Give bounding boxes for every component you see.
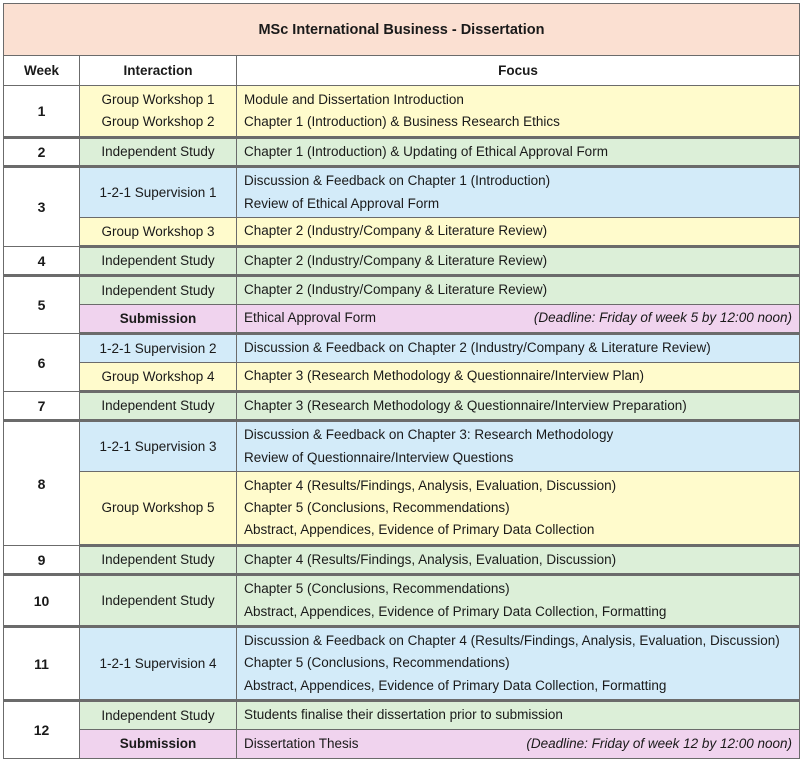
header-focus: Focus	[237, 56, 800, 86]
week-cell: 10	[4, 575, 80, 627]
interaction-cell: Group Workshop 3	[80, 218, 237, 247]
focus-cell	[237, 167, 800, 218]
focus-cell	[237, 305, 800, 334]
focus-line: Review of Questionnaire/Interview Questions	[244, 449, 514, 465]
focus-line: Chapter 4 (Results/Findings, Analysis, Evaluation, Discussion)	[244, 477, 617, 493]
week-cell: 12	[4, 701, 80, 759]
table-row	[4, 701, 800, 730]
interaction-cell: Independent Study	[80, 247, 237, 276]
interaction-cell: 1-2-1 Supervision 4	[80, 627, 237, 701]
focus-line: Module and Dissertation Introduction	[244, 91, 464, 107]
table-row	[4, 575, 800, 627]
week-cell: 3	[4, 167, 80, 247]
week-cell: 11	[4, 627, 80, 701]
interaction-cell: 1-2-1 Supervision 3	[80, 421, 237, 472]
table-row	[4, 86, 800, 138]
table-row	[4, 218, 800, 247]
header-week: Week	[4, 56, 80, 86]
focus-cell: Chapter 3 (Research Methodology & Questionnaire/Interview Preparation)	[237, 392, 800, 421]
focus-line: Discussion & Feedback on Chapter 4 (Results/Findings, Analysis, Evaluation, Discussion)	[244, 633, 780, 649]
deadline-note: (Deadline: Friday of week 5 by 12:00 noon)	[533, 310, 792, 326]
interaction-cell: Independent Study	[80, 392, 237, 421]
focus-cell: Chapter 3 (Research Methodology & Questionnaire/Interview Plan)	[237, 363, 800, 392]
interaction-cell: Independent Study	[80, 138, 237, 167]
focus-line: Chapter 5 (Conclusions, Recommendations)	[244, 581, 510, 597]
interaction-cell: Group Workshop 5	[80, 472, 237, 546]
table-row	[4, 421, 800, 472]
week-cell: 1	[4, 86, 80, 138]
focus-cell: Chapter 2 (Industry/Company & Literature Review)	[237, 247, 800, 276]
focus-cell: Chapter 4 (Results/Findings, Analysis, Evaluation, Discussion)	[237, 546, 800, 575]
focus-cell	[237, 421, 800, 472]
focus-line: Chapter 1 (Introduction) & Business Research Ethics	[244, 114, 560, 129]
focus-cell: Chapter 1 (Introduction) & Updating of Ethical Approval Form	[237, 138, 800, 167]
interaction-cell: Group Workshop 4	[80, 363, 237, 392]
interaction-cell	[80, 86, 237, 138]
interaction-line: Group Workshop 2	[101, 114, 215, 129]
focus-line: Abstract, Appendices, Evidence of Primary Data Collection, Formatting	[244, 677, 667, 693]
submission-cell: Submission	[80, 305, 237, 334]
week-cell: 6	[4, 334, 80, 392]
header-interaction: Interaction	[80, 56, 237, 86]
focus-cell: Students finalise their dissertation prior to submission	[237, 701, 800, 730]
focus-line: Abstract, Appendices, Evidence of Primary Data Collection	[244, 522, 595, 538]
interaction-line: Group Workshop 1	[101, 92, 215, 107]
interaction-cell: Independent Study	[80, 701, 237, 730]
table-row	[4, 472, 800, 546]
table-row	[4, 730, 800, 759]
dissertation-schedule-table	[3, 3, 800, 759]
focus-line: Dissertation Thesis	[244, 735, 359, 751]
focus-line: Ethical Approval Form	[244, 310, 377, 326]
focus-line: Abstract, Appendices, Evidence of Primary Data Collection, Formatting	[244, 603, 667, 619]
table-row	[4, 138, 800, 167]
focus-cell	[237, 730, 800, 759]
focus-line: Chapter 5 (Conclusions, Recommendations)	[244, 655, 510, 671]
focus-cell	[237, 472, 800, 546]
focus-line: Review of Ethical Approval Form	[244, 195, 440, 211]
week-cell: 2	[4, 138, 80, 167]
week-cell: 4	[4, 247, 80, 276]
focus-cell: Discussion & Feedback on Chapter 2 (Industry/Company & Literature Review)	[237, 334, 800, 363]
focus-cell: Chapter 2 (Industry/Company & Literature Review)	[237, 276, 800, 305]
interaction-cell: 1-2-1 Supervision 2	[80, 334, 237, 363]
table-row	[4, 546, 800, 575]
table-row	[4, 305, 800, 334]
table-row	[4, 247, 800, 276]
focus-cell	[237, 86, 800, 138]
deadline-note: (Deadline: Friday of week 12 by 12:00 noon)	[526, 735, 792, 751]
week-cell: 8	[4, 421, 80, 546]
focus-line: Chapter 5 (Conclusions, Recommendations)	[244, 499, 510, 515]
week-cell: 5	[4, 276, 80, 334]
table-row	[4, 334, 800, 363]
interaction-cell: Independent Study	[80, 276, 237, 305]
table-row	[4, 363, 800, 392]
focus-cell: Chapter 2 (Industry/Company & Literature Review)	[237, 218, 800, 247]
table-title: MSc International Business - Dissertation	[4, 4, 800, 56]
interaction-cell: 1-2-1 Supervision 1	[80, 167, 237, 218]
table-row	[4, 627, 800, 701]
focus-line: Discussion & Feedback on Chapter 3: Research Methodology	[244, 427, 614, 443]
focus-line: Discussion & Feedback on Chapter 1 (Introduction)	[244, 173, 551, 189]
submission-cell: Submission	[80, 730, 237, 759]
focus-cell	[237, 627, 800, 701]
week-cell: 7	[4, 392, 80, 421]
interaction-cell: Independent Study	[80, 575, 237, 627]
interaction-cell: Independent Study	[80, 546, 237, 575]
focus-cell	[237, 575, 800, 627]
table-row	[4, 167, 800, 218]
table-row	[4, 392, 800, 421]
week-cell: 9	[4, 546, 80, 575]
table-row	[4, 276, 800, 305]
